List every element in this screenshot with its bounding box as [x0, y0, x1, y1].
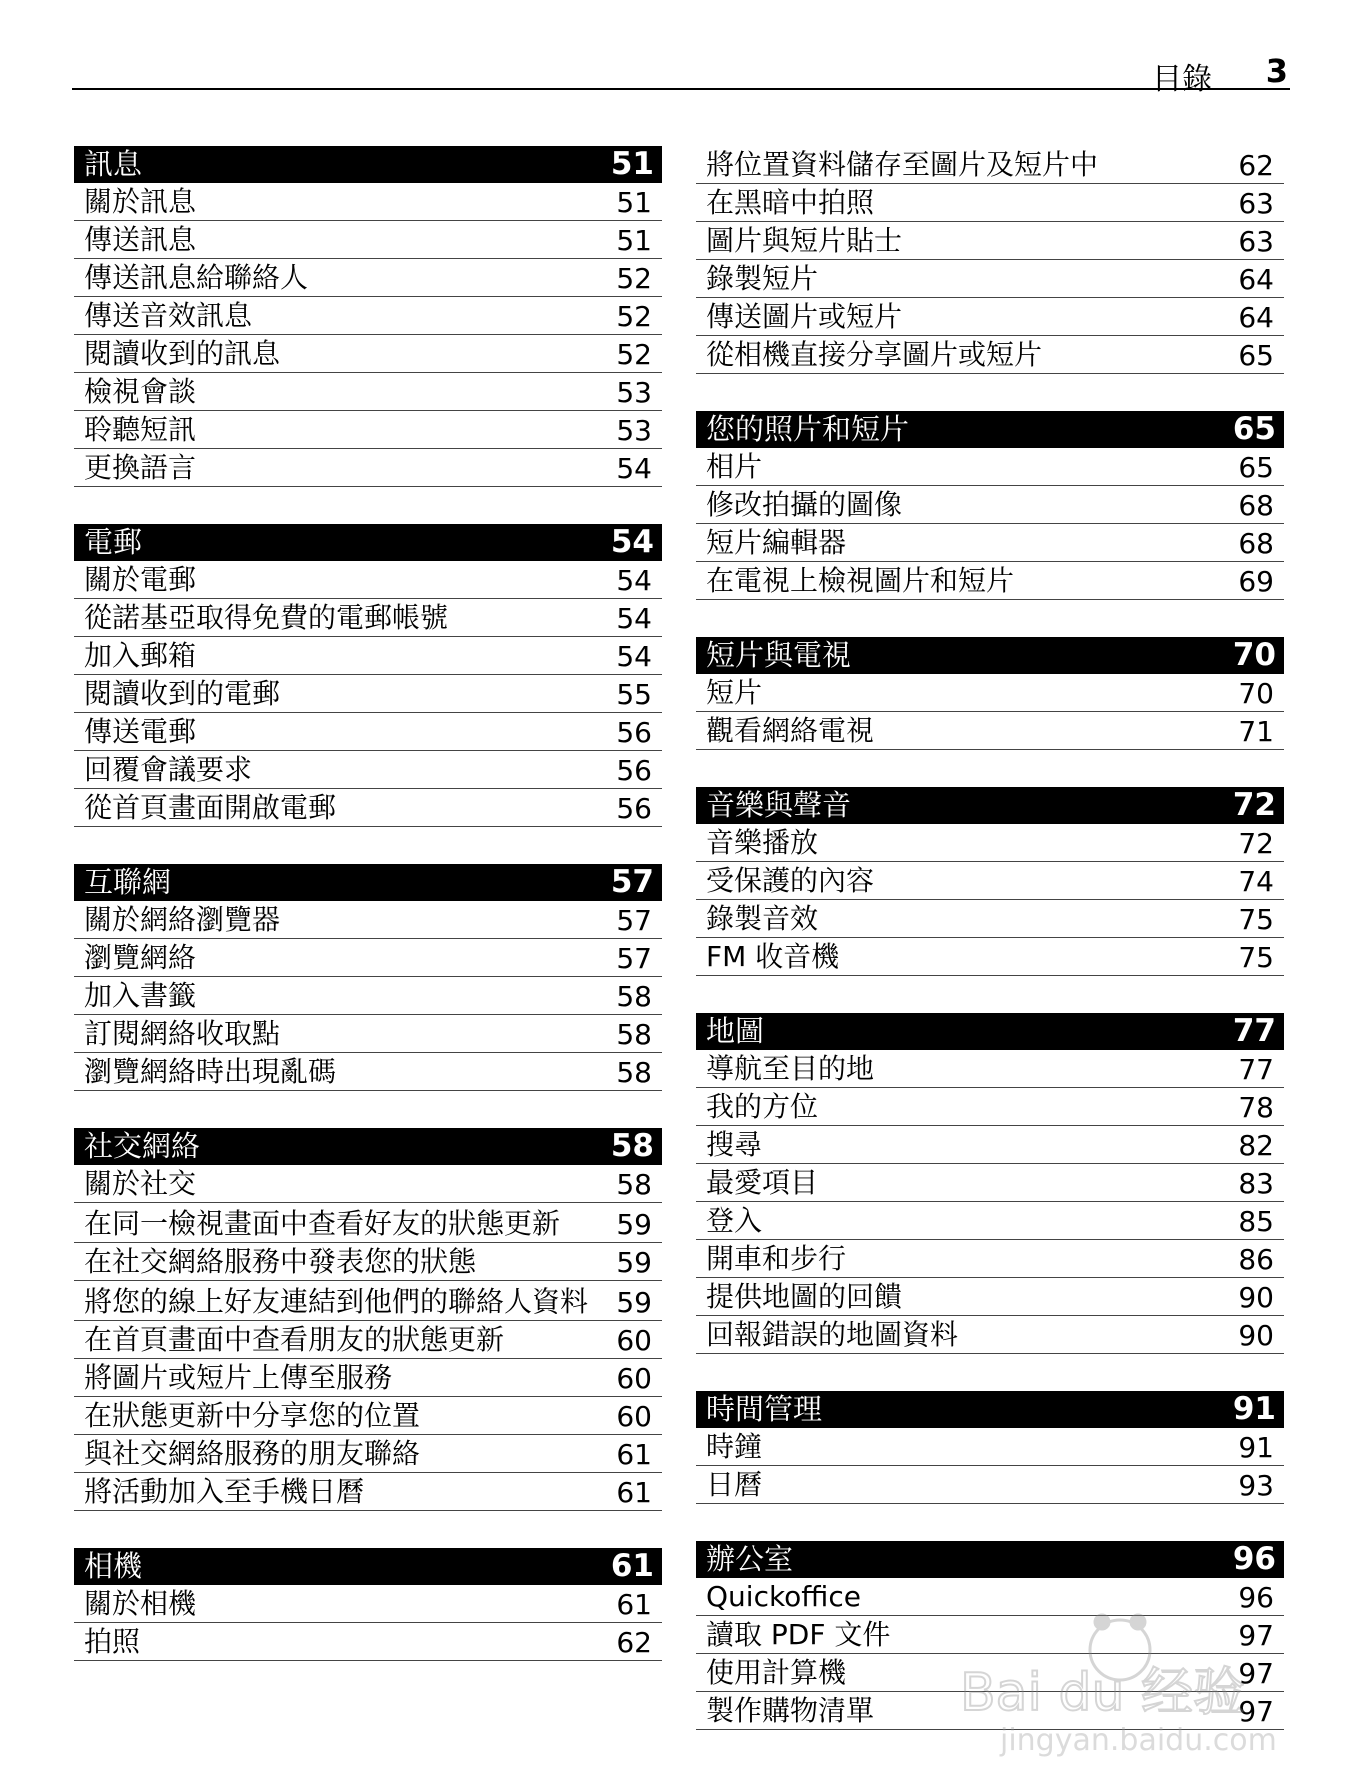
- entry-title: 將圖片或短片上傳至服務: [84, 1361, 393, 1394]
- toc-entry[interactable]: [696, 900, 1284, 938]
- toc-section: [696, 146, 1284, 374]
- entry-title: 從諾基亞取得免費的電郵帳號: [84, 601, 449, 634]
- entry-title: 搜尋: [706, 1128, 763, 1161]
- toc-section: [74, 1548, 662, 1661]
- section-title: 您的照片和短片: [706, 412, 910, 446]
- entry-title: 訂閱網絡收取點: [84, 1017, 281, 1050]
- toc-entry[interactable]: [74, 373, 662, 411]
- toc-entry[interactable]: [74, 713, 662, 751]
- page-header: [72, 48, 1290, 97]
- toc-entry[interactable]: [74, 297, 662, 335]
- entry-page-number: 90: [1238, 1319, 1274, 1352]
- entry-title: 圖片與短片貼士: [706, 224, 903, 257]
- toc-entry[interactable]: [696, 1428, 1284, 1466]
- entry-page-number: 64: [1238, 263, 1274, 296]
- section-title: 互聯網: [84, 865, 172, 899]
- entry-page-number: 59: [616, 1246, 652, 1279]
- entry-title: 觀看網絡電視: [706, 714, 875, 747]
- toc-left-column: [74, 146, 662, 1698]
- entry-page-number: 75: [1238, 941, 1274, 974]
- toc-section: [696, 411, 1284, 600]
- entry-title: 錄製音效: [706, 902, 819, 935]
- toc-entry[interactable]: [696, 562, 1284, 600]
- toc-entry[interactable]: [696, 674, 1284, 712]
- entry-page-number: 74: [1238, 865, 1274, 898]
- header-page-number: 3: [1265, 52, 1288, 90]
- entry-title: 在狀態更新中分享您的位置: [84, 1399, 421, 1432]
- entry-title: 將活動加入至手機日曆: [84, 1475, 365, 1508]
- entry-title: 在電視上檢視圖片和短片: [706, 564, 1015, 597]
- toc-entry[interactable]: [696, 298, 1284, 336]
- section-page-number: 70: [1232, 637, 1276, 673]
- entry-title: 最愛項目: [706, 1166, 819, 1199]
- entry-title: 登入: [706, 1204, 763, 1237]
- entry-title: 在社交網絡服務中發表您的狀態: [84, 1245, 477, 1278]
- toc-section: [74, 524, 662, 827]
- entry-page-number: 83: [1238, 1167, 1274, 1200]
- toc-entry[interactable]: [696, 222, 1284, 260]
- entry-page-number: 51: [616, 186, 652, 219]
- entry-title: 日曆: [706, 1468, 763, 1501]
- entry-title: 傳送圖片或短片: [706, 300, 903, 333]
- toc-entry[interactable]: [74, 1165, 662, 1203]
- entry-title: 瀏覽網絡: [84, 941, 197, 974]
- toc-entry[interactable]: [74, 1203, 662, 1243]
- toc-entry[interactable]: [74, 637, 662, 675]
- entry-page-number: 82: [1238, 1129, 1274, 1162]
- entry-title: 時鐘: [706, 1430, 763, 1463]
- entry-page-number: 57: [616, 904, 652, 937]
- toc-entry[interactable]: [696, 938, 1284, 976]
- section-title: 電郵: [84, 525, 143, 559]
- toc-entry[interactable]: [696, 1466, 1284, 1504]
- entry-title: 開車和步行: [706, 1242, 847, 1275]
- toc-entry[interactable]: [696, 184, 1284, 222]
- toc-entry[interactable]: [696, 1240, 1284, 1278]
- entry-title: 短片編輯器: [706, 526, 847, 559]
- entry-title: 拍照: [84, 1625, 141, 1658]
- watermark-brand: Bai du 经验: [960, 1663, 1246, 1723]
- section-title: 短片與電視: [706, 638, 852, 672]
- entry-page-number: 58: [616, 1056, 652, 1089]
- toc-entry[interactable]: [74, 335, 662, 373]
- entry-title: 與社交網絡服務的朋友聯絡: [84, 1437, 421, 1470]
- entry-page-number: 58: [616, 1168, 652, 1201]
- entry-page-number: 55: [616, 678, 652, 711]
- entry-page-number: 54: [616, 602, 652, 635]
- toc-section: [696, 1391, 1284, 1504]
- toc-section: [74, 864, 662, 1091]
- entry-title: 導航至目的地: [706, 1052, 875, 1085]
- toc-entry[interactable]: [696, 1278, 1284, 1316]
- entry-page-number: 70: [1238, 677, 1274, 710]
- entry-title: 錄製短片: [706, 262, 819, 295]
- entry-title: 聆聽短訊: [84, 413, 197, 446]
- entry-page-number: 52: [616, 300, 652, 333]
- entry-title: 修改拍攝的圖像: [706, 488, 903, 521]
- toc-entry[interactable]: [696, 336, 1284, 374]
- entry-page-number: 78: [1238, 1091, 1274, 1124]
- section-heading[interactable]: [696, 1391, 1284, 1428]
- section-heading[interactable]: [696, 637, 1284, 674]
- entry-title: 提供地圖的回饋: [706, 1280, 903, 1313]
- entry-title: 音樂播放: [706, 826, 819, 859]
- section-page-number: 57: [610, 864, 654, 900]
- toc-section: [696, 1013, 1284, 1354]
- toc-entry[interactable]: [696, 712, 1284, 750]
- section-title: 社交網絡: [84, 1129, 201, 1163]
- toc-entry[interactable]: [696, 448, 1284, 486]
- entry-title: 閱讀收到的電郵: [84, 677, 281, 710]
- entry-page-number: 61: [616, 1588, 652, 1621]
- entry-page-number: 56: [616, 792, 652, 825]
- entry-title: 受保護的內容: [706, 864, 875, 897]
- toc-entry[interactable]: [696, 1088, 1284, 1126]
- toc-entry[interactable]: [74, 1281, 662, 1321]
- toc-entry[interactable]: [74, 449, 662, 487]
- toc-entry[interactable]: [696, 1164, 1284, 1202]
- toc-entry[interactable]: [74, 751, 662, 789]
- entry-title: 讀取 PDF 文件: [706, 1618, 891, 1651]
- entry-title: 傳送訊息: [84, 223, 197, 256]
- toc-section: [696, 1541, 1284, 1730]
- section-page-number: 77: [1232, 1013, 1276, 1049]
- section-heading[interactable]: [74, 1128, 662, 1165]
- entry-page-number: 60: [616, 1362, 652, 1395]
- section-heading[interactable]: [74, 1548, 662, 1585]
- toc-entry[interactable]: [74, 259, 662, 297]
- toc-entry[interactable]: [74, 789, 662, 827]
- entry-page-number: 69: [1238, 565, 1274, 598]
- entry-title: Quickoffice: [706, 1580, 861, 1613]
- toc-entry[interactable]: [696, 1616, 1284, 1654]
- toc-section: [696, 637, 1284, 750]
- toc-entry[interactable]: [74, 1585, 662, 1623]
- entry-page-number: 54: [616, 564, 652, 597]
- entry-title: 瀏覽網絡時出現亂碼: [84, 1055, 337, 1088]
- entry-title: 在同一檢視畫面中查看好友的狀態更新: [84, 1207, 561, 1240]
- entry-title: 製作購物清單: [706, 1694, 875, 1727]
- entry-page-number: 56: [616, 716, 652, 749]
- entry-title: 將位置資料儲存至圖片及短片中: [706, 148, 1099, 181]
- toc-right-column: [696, 146, 1284, 1767]
- toc-entry[interactable]: [696, 1654, 1284, 1692]
- section-heading[interactable]: [696, 1013, 1284, 1050]
- entry-page-number: 68: [1238, 527, 1274, 560]
- section-page-number: 65: [1232, 411, 1276, 447]
- entry-page-number: 53: [616, 414, 652, 447]
- toc-entry[interactable]: [696, 1202, 1284, 1240]
- entry-page-number: 58: [616, 1018, 652, 1051]
- section-page-number: 54: [610, 524, 654, 560]
- toc-entry[interactable]: [74, 1473, 662, 1511]
- entry-title: 關於網絡瀏覽器: [84, 903, 281, 936]
- entry-title: 加入書籤: [84, 979, 197, 1012]
- toc-entry[interactable]: [74, 1243, 662, 1281]
- entry-page-number: 72: [1238, 827, 1274, 860]
- entry-page-number: 64: [1238, 301, 1274, 334]
- toc-entry[interactable]: [74, 1623, 662, 1661]
- section-page-number: 51: [610, 146, 654, 182]
- entry-page-number: 51: [616, 224, 652, 257]
- entry-title: 將您的線上好友連結到他們的聯絡人資料: [84, 1285, 589, 1318]
- toc-entry[interactable]: [696, 1126, 1284, 1164]
- entry-page-number: 53: [616, 376, 652, 409]
- toc-entry[interactable]: [696, 486, 1284, 524]
- entry-page-number: 60: [616, 1324, 652, 1357]
- entry-title: FM 收音機: [706, 940, 840, 973]
- entry-page-number: 65: [1238, 451, 1274, 484]
- entry-page-number: 97: [1238, 1657, 1274, 1690]
- section-title: 音樂與聲音: [706, 788, 852, 822]
- toc-entry[interactable]: [74, 675, 662, 713]
- toc-entry[interactable]: [74, 1015, 662, 1053]
- toc-entry[interactable]: [74, 1053, 662, 1091]
- section-heading[interactable]: [74, 146, 662, 183]
- entry-page-number: 90: [1238, 1281, 1274, 1314]
- entry-page-number: 58: [616, 980, 652, 1013]
- section-page-number: 96: [1232, 1541, 1276, 1577]
- entry-title: 在首頁畫面中查看朋友的狀態更新: [84, 1323, 505, 1356]
- entry-title: 在黑暗中拍照: [706, 186, 875, 219]
- entry-page-number: 54: [616, 452, 652, 485]
- toc-entry[interactable]: [74, 599, 662, 637]
- toc-section: [74, 1128, 662, 1511]
- entry-title: 從相機直接分享圖片或短片: [706, 338, 1043, 371]
- entry-page-number: 62: [1238, 149, 1274, 182]
- entry-title: 相片: [706, 450, 763, 483]
- entry-title: 從首頁畫面開啟電郵: [84, 791, 337, 824]
- entry-page-number: 62: [616, 1626, 652, 1659]
- entry-page-number: 91: [1238, 1431, 1274, 1464]
- entry-page-number: 61: [616, 1476, 652, 1509]
- entry-page-number: 68: [1238, 489, 1274, 522]
- entry-page-number: 97: [1238, 1619, 1274, 1652]
- toc-entry[interactable]: [696, 824, 1284, 862]
- entry-page-number: 65: [1238, 339, 1274, 372]
- entry-page-number: 61: [616, 1438, 652, 1471]
- toc-entry[interactable]: [74, 1397, 662, 1435]
- toc-entry[interactable]: [696, 1578, 1284, 1616]
- section-page-number: 91: [1232, 1391, 1276, 1427]
- section-title: 辦公室: [706, 1542, 794, 1576]
- entry-page-number: 52: [616, 262, 652, 295]
- header-title: 目錄: [1152, 62, 1212, 97]
- entry-page-number: 59: [616, 1286, 652, 1319]
- entry-title: 回覆會議要求: [84, 753, 253, 786]
- toc-entry[interactable]: [74, 977, 662, 1015]
- entry-page-number: 97: [1238, 1695, 1274, 1728]
- entry-page-number: 59: [616, 1208, 652, 1241]
- toc-section: [696, 787, 1284, 976]
- entry-title: 關於電郵: [84, 563, 197, 596]
- toc-entry[interactable]: [74, 561, 662, 599]
- section-heading[interactable]: [696, 1541, 1284, 1578]
- toc-entry[interactable]: [696, 1050, 1284, 1088]
- entry-title: 我的方位: [706, 1090, 819, 1123]
- entry-title: 檢視會談: [84, 375, 197, 408]
- section-heading[interactable]: [74, 864, 662, 901]
- toc-entry[interactable]: [696, 146, 1284, 184]
- entry-page-number: 85: [1238, 1205, 1274, 1238]
- section-title: 相機: [84, 1549, 143, 1583]
- entry-title: 加入郵箱: [84, 639, 197, 672]
- toc-entry[interactable]: [74, 1435, 662, 1473]
- toc-entry[interactable]: [74, 411, 662, 449]
- section-heading[interactable]: [696, 787, 1284, 824]
- section-page-number: 72: [1232, 787, 1276, 823]
- entry-title: 關於社交: [84, 1167, 197, 1200]
- toc-entry[interactable]: [696, 862, 1284, 900]
- entry-page-number: 57: [616, 942, 652, 975]
- watermark-url: jingyan.baidu.com: [1000, 1723, 1277, 1758]
- entry-title: 回報錯誤的地圖資料: [706, 1318, 959, 1351]
- toc-entry[interactable]: [696, 260, 1284, 298]
- toc-entry[interactable]: [696, 1316, 1284, 1354]
- entry-title: 更換語言: [84, 451, 197, 484]
- entry-page-number: 56: [616, 754, 652, 787]
- section-heading[interactable]: [74, 524, 662, 561]
- entry-page-number: 54: [616, 640, 652, 673]
- entry-page-number: 75: [1238, 903, 1274, 936]
- toc-entry[interactable]: [696, 524, 1284, 562]
- entry-page-number: 63: [1238, 187, 1274, 220]
- entry-title: 關於訊息: [84, 185, 197, 218]
- toc-entry[interactable]: [74, 1321, 662, 1359]
- toc-entry[interactable]: [74, 183, 662, 221]
- section-title: 時間管理: [706, 1392, 823, 1426]
- toc-entry[interactable]: [74, 221, 662, 259]
- entry-title: 閱讀收到的訊息: [84, 337, 281, 370]
- entry-page-number: 93: [1238, 1469, 1274, 1502]
- toc-entry[interactable]: [74, 901, 662, 939]
- entry-page-number: 52: [616, 338, 652, 371]
- toc-section: [74, 146, 662, 487]
- entry-title: 傳送訊息給聯絡人: [84, 261, 309, 294]
- entry-title: 傳送音效訊息: [84, 299, 253, 332]
- toc-entry[interactable]: [74, 939, 662, 977]
- section-page-number: 61: [610, 1548, 654, 1584]
- toc-entry[interactable]: [696, 1692, 1284, 1730]
- entry-title: 短片: [706, 676, 763, 709]
- section-page-number: 58: [610, 1128, 654, 1164]
- entry-page-number: 96: [1238, 1581, 1274, 1614]
- entry-page-number: 60: [616, 1400, 652, 1433]
- entry-page-number: 63: [1238, 225, 1274, 258]
- toc-entry[interactable]: [74, 1359, 662, 1397]
- section-heading[interactable]: [696, 411, 1284, 448]
- entry-page-number: 86: [1238, 1243, 1274, 1276]
- section-title: 地圖: [706, 1014, 765, 1048]
- entry-page-number: 71: [1238, 715, 1274, 748]
- section-title: 訊息: [84, 147, 143, 181]
- entry-page-number: 77: [1238, 1053, 1274, 1086]
- entry-title: 傳送電郵: [84, 715, 197, 748]
- entry-title: 關於相機: [84, 1587, 197, 1620]
- entry-title: 使用計算機: [706, 1656, 847, 1689]
